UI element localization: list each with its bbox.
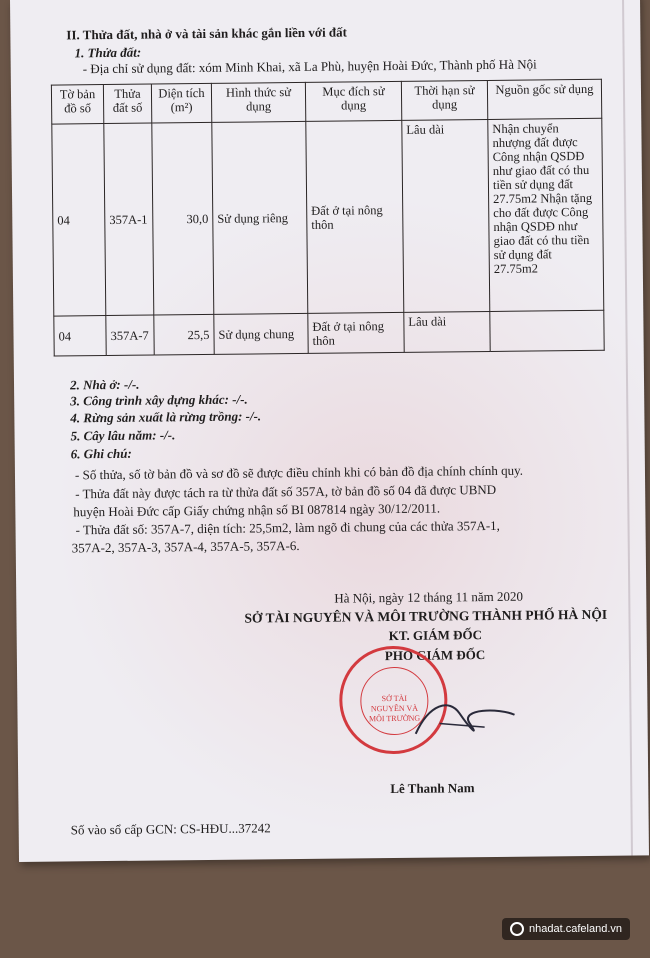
header-cell: Diện tích (m²) (151, 83, 211, 123)
address-line: - Địa chỉ sử dụng đất: xóm Minh Khai, xã La Phù, huyện Hoài Đức, Thành phố Hà Nội (82, 56, 537, 77)
table-row (54, 310, 604, 356)
department-name: SỞ TÀI NGUYÊN VÀ MÔI TRƯỜNG THÀNH PHỐ HÀ NỘI (244, 606, 608, 626)
table-cell: Lâu dài (402, 120, 490, 313)
header-cell: Nguồn gốc sử dụng (487, 79, 601, 119)
table-cell: 25,5 (154, 314, 214, 355)
item-other-construction: 3. Công trình xây dựng khác: -/-. (70, 391, 248, 409)
header-cell: Hình thức sử dụng (211, 82, 305, 122)
certificate-number: Số vào sổ cấp GCN: CS-HĐU...37242 (70, 820, 271, 838)
kt-director: KT. GIÁM ĐỐC (388, 627, 483, 644)
watermark-text: nhadat.cafeland.vn (529, 923, 622, 935)
section-title: II. Thửa đất, nhà ở và tài sản khác gắn liền với đất (66, 24, 348, 43)
table-cell: 04 (52, 124, 106, 317)
table-cell: Nhận chuyển nhượng đất được Công nhận QSDĐ như giao đất có thu tiền sử dụng đất 27.75m2 Nhận tặng cho đất được Công nhận QSDĐ như giao đất có thu tiền sử dụng đất 27.75m2 (488, 118, 604, 311)
signer-name: Lê Thanh Nam (390, 780, 475, 797)
table-cell: Đất ở tại nông thôn (306, 120, 404, 313)
table-cell: 357A-7 (106, 315, 154, 356)
header-cell: Thửa đất số (103, 84, 151, 124)
table-cell (490, 310, 604, 351)
page-fold (622, 0, 633, 856)
deputy-director: PHÓ GIÁM ĐỐC (384, 647, 486, 664)
note-line: - Số thửa, số tờ bản đồ và sơ đồ sẽ được điều chỉnh khi có bản đồ địa chính chính quy. (74, 462, 524, 483)
table-header-row (51, 79, 601, 124)
note-line: - Thửa đất số: 357A-7, diện tích: 25,5m2, làm ngõ đi chung của các thửa 357A-1, (75, 517, 500, 538)
item-forest: 4. Rừng sản xuất là rừng trồng: -/-. (70, 408, 262, 426)
table-cell: Lâu dài (404, 311, 490, 352)
table-row (52, 118, 604, 316)
header-cell: Mục đích sử dụng (305, 81, 401, 121)
signature-mark (409, 693, 520, 744)
note-line: huyện Hoài Đức cấp Giấy chứng nhận số BI 087814 ngày 30/12/2011. (73, 500, 441, 520)
logo-icon (510, 922, 524, 936)
item-perennial-trees: 5. Cây lâu năm: -/-. (70, 427, 176, 444)
item-notes-heading: 6. Ghi chú: (70, 445, 132, 462)
item-house: 2. Nhà ở: -/-. (69, 376, 140, 393)
table-cell: Sử dụng riêng (212, 121, 308, 314)
table-cell: 30,0 (152, 122, 214, 315)
land-table (51, 79, 605, 357)
site-watermark (502, 918, 630, 940)
table-cell: 04 (54, 316, 106, 357)
note-line: - Thửa đất này được tách ra từ thửa đất số 357A, tờ bản đồ số 04 đã được UBND (75, 481, 497, 502)
note-line: 357A-2, 357A-3, 357A-4, 357A-5, 357A-6. (71, 537, 300, 556)
table-cell: Sử dụng chung (214, 313, 308, 354)
seal-text: SỞ TÀI NGUYÊN VÀ MÔI TRƯỜNG (368, 693, 421, 724)
table-cell: 357A-1 (104, 123, 154, 315)
header-cell: Tờ bản đồ số (51, 85, 103, 125)
table-cell: Đất ở tại nông thôn (308, 312, 404, 353)
certificate-page (10, 0, 649, 862)
header-cell: Thời hạn sử dụng (401, 81, 487, 121)
date-line: Hà Nội, ngày 12 tháng 11 năm 2020 (334, 588, 524, 606)
land-heading: 1. Thửa đất: (74, 44, 142, 61)
